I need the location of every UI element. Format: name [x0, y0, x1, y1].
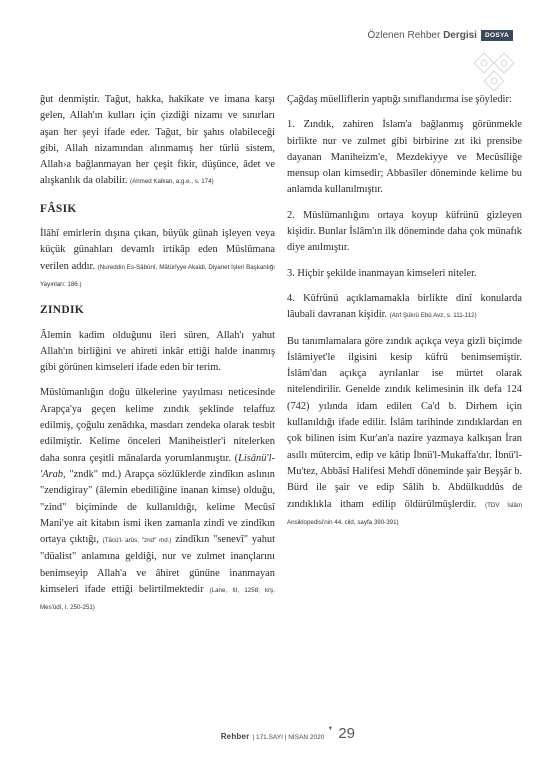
- page-footer: [221, 727, 355, 741]
- conclusion-text: Bu tanımlamalara göre zındık açıkça veya gizli biçimde İslâmiyet'le ilgisini kesip küfrü benimsemiştir. İslâm'dan açıkça ayrılanlar ise mürtet olarak nitelendirilir. Genelde zındık kelimesinin ilk defa 124 (742) yılında idam edilen Ca'd b. Dirhem için kullanıldığı ifade edilir. İslâm tarihinde zındıklardan en çok bilinen isim Kur'an'a nazire yazmaya kalkışan İran asıllı mütercim, edip ve kâtip İbnü'l-Mukaffa'dır. İbnü'l-Mu'tez, Abbâsî Halifesi Mehdî döneminde şair Beşşâr b. Bürd ile şair ve edip Sâlih b. Abdülkuddûs de zındıklıkla itham edilip öldürülmüşlerdir.: [287, 335, 522, 510]
- fasik-text: İlâhî emirlerin dışına çıkan, büyük günah işleyen veya küçük günahları devamlı irtikâp eden Müslümana verilen addır.: [40, 228, 275, 272]
- citation: (TDV İslâm Ansiklopedisi'nin 44. cild, sayfa 390-391): [287, 501, 523, 526]
- magazine-prefix: Özlenen Rehber: [367, 30, 441, 41]
- page-header: [367, 30, 513, 41]
- left-column: [40, 92, 275, 626]
- item4-text: 4. Küfrünü açıklamamakla birlikte dinî konularda lâubali davranan kişidir.: [287, 292, 522, 321]
- right-column: [287, 92, 522, 540]
- citation: (Tâcü'l-ʿarûs, "znd" md.): [102, 537, 172, 545]
- citation: (Lane, III, 1258; krş. Mes'ûdî, I. 250-251): [40, 587, 275, 612]
- paragraph-zindik-def: Âlemin kadim olduğunu ileri süren, Allah'ı yahut Allah'ın birliğini ve ahireti inkâr ettiği halde inanmış gibi görünen kimseleri ifade eden bir terim.: [40, 329, 275, 374]
- paragraph-conclusion: [287, 334, 522, 532]
- classification-item-3: 3. Hiçbir şekilde inanmayan kimseleri niteler.: [287, 267, 477, 279]
- page-number: 29: [338, 725, 355, 742]
- footer-issue: | 171.SAYI | NİSAN 2020: [252, 734, 325, 741]
- history-text-c: zindîkın "senevî" yahut "düalist" anlamına geldiği, nur ve zulmet inançlarını benimseyip Allah'a ve âhiret gününe inanmayan kimseleri ifade ettiği belirtilmektedir: [40, 534, 275, 596]
- footer-brand: Rehber: [220, 732, 250, 741]
- classification-item-2: 2. Müslümanlığını ortaya koyup küfrünü gizleyen kişidir. Bunlar İslâm'ın ilk döneminde daha çok münafık diye anılmıştır.: [287, 209, 522, 254]
- history-text-a: Müslümanlığın doğu ülkelerine yayılması neticesinde Arapça'ya geçen kelime zındık şeklinde telaffuz edilmiş, çoğulu zenâdıka, masdarı zendeka olarak tesbit edilmiştir. Kelime önceleri Maniheistler'i nitelerken daha sonra çeşitli mânalarda yorumlanmıştır. (: [40, 387, 275, 464]
- citation: (Ahmed Kalkan, a.g.e., s. 174): [130, 178, 214, 186]
- paragraph-tagut: [40, 92, 275, 191]
- classification-item-4: [287, 291, 522, 325]
- classification-intro: Çağdaş müelliflerin yaptığı sınıflandırma ise şöyledir:: [287, 94, 512, 105]
- triangle-icon: ▼: [327, 726, 334, 732]
- citation: (Nureddin Es-Sâbûnî, Mâtürîyye Akaidi, Diyanet İşleri Başkanlığı Yayınları: 186.): [40, 263, 275, 288]
- heading-zindik: ZINDIK: [40, 304, 84, 317]
- classification-item-1: 1. Zındık, zahiren İslam'a bağlanmış görünmekle birlikte nur ve zulmet gibi birbirine zıt iki prensibe dayanan Maniheizm'e, Mezdekiyye ve Mecûsîliğe mensup olan kimsedir; Abbasîler döneminde kelime bu anlamda kullanılmıştır.: [287, 119, 522, 196]
- citation: (Atıf Şükrü Ebû Avz, s. 111-112): [389, 312, 477, 320]
- history-text-b: , "zndk" md.) Arapça sözlüklerde zindîkın aslının "zendigiray" (âlemin ebediliğine inanan kimse) olduğu, "zind" biçiminde de kullanıldığı, kelime Mecûsî Mani'ye ait kitabın ismi iken zamanla zindî ve zindîkın ortaya çıktığı,: [40, 468, 275, 546]
- magazine-bold: Dergisi: [443, 30, 477, 41]
- source-title: Lisânü'l-'Arab: [40, 452, 275, 480]
- magazine-name: [367, 30, 477, 41]
- paragraph-zindik-history: [40, 385, 275, 616]
- tagut-text: ğut denmiştir. Tağut, hakka, hakikate ve imana karşı gelen, Allah'ın kulları için çizdiği nizamı ve sınırları aşan her şeyi ifade eder. Tağut, bir şahıs olabileceği gibi, Allah nizamından alınmamış her türlü sistem, Allah›a bağlanmayan her çeşit fikir, düşünce, âdet ve alışkanlık da olabilir.: [40, 94, 275, 187]
- heading-fasik: FÂSIK: [40, 202, 77, 215]
- section-badge: DOSYA: [481, 30, 513, 41]
- paragraph-fasik: [40, 226, 275, 293]
